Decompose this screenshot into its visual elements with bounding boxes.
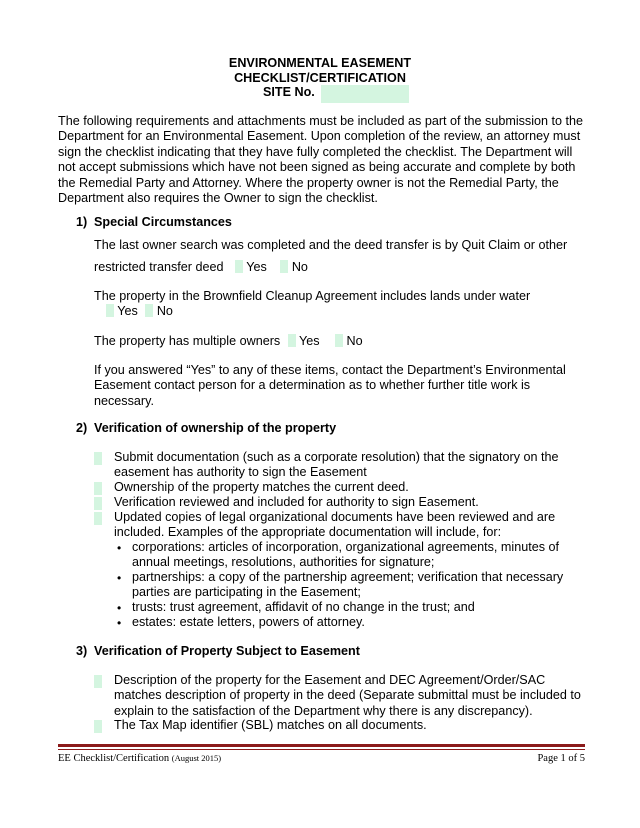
site-number-row xyxy=(263,85,409,103)
s2-item4-line: included. Examples of the appropriate documentation will include, for: xyxy=(114,525,502,540)
document-subtitle: CHECKLIST/CERTIFICATION xyxy=(234,71,406,85)
section2-heading: Verification of ownership of the property xyxy=(94,421,337,435)
bullet-trusts: trusts: trust agreement, affidavit of no change in the trust; and xyxy=(132,600,475,614)
section3-number: 3) xyxy=(76,644,88,658)
site-number-label: SITE No. xyxy=(263,85,315,99)
q1-text-line2: restricted transfer deed xyxy=(94,260,224,274)
s2-item4-checkbox[interactable] xyxy=(94,512,102,525)
q3-no-label: No xyxy=(346,334,363,348)
s2-item1 xyxy=(114,450,559,481)
bullet-icon: • xyxy=(117,616,122,630)
bullet-estates: estates: estate letters, powers of attorney. xyxy=(132,615,365,629)
s3-item1-checkbox[interactable] xyxy=(94,675,102,688)
section3-heading: Verification of Property Subject to Easement xyxy=(94,644,360,658)
bullet-line: annual meetings, resolutions, authorities for signature; xyxy=(132,555,435,570)
intro-paragraph xyxy=(58,114,586,206)
intro-line: not accept submissions which have not been signed as being accurate and complete by both xyxy=(58,160,576,175)
q2-no-checkbox[interactable] xyxy=(145,304,153,317)
intro-line: Department also requires the Owner to sign the checklist. xyxy=(58,191,378,206)
q1-yes-label: Yes xyxy=(246,260,267,274)
footer-page-number: Page 1 of 5 xyxy=(537,753,585,764)
intro-line: sign the checklist indicating that they have fully completed the checklist. The Department will xyxy=(58,144,573,159)
note-line: necessary. xyxy=(94,393,154,408)
bullet-icon: • xyxy=(117,541,122,555)
section2-number: 2) xyxy=(76,421,88,435)
bullet-line: corporations: articles of incorporation, organizational agreements, minutes of xyxy=(132,540,560,554)
q1-no-checkbox[interactable] xyxy=(280,260,288,273)
s2-item4 xyxy=(114,510,555,541)
intro-line: The following requirements and attachments must be included as part of the submission to the xyxy=(58,114,584,128)
document-title: ENVIRONMENTAL EASEMENT xyxy=(228,56,412,70)
s2-item3: Verification reviewed and included for authority to sign Easement. xyxy=(114,495,479,509)
s3-item1-line: matches description of property in the deed (Separate submittal must be included to xyxy=(114,688,581,703)
bullet-line: partnerships: a copy of the partnership agreement; verification that necessary xyxy=(132,570,564,584)
bullet-icon: • xyxy=(117,601,122,615)
bullet-corporations xyxy=(132,540,559,571)
q3-yes-checkbox[interactable] xyxy=(288,334,296,347)
q2-yes-label: Yes xyxy=(117,304,138,318)
s2-item3-checkbox[interactable] xyxy=(94,497,102,510)
footer-doc-name: EE Checklist/Certification xyxy=(58,753,170,764)
s3-item1 xyxy=(114,673,581,719)
intro-line: Department for an Environmental Easement. Upon completion of the review, an attorney must xyxy=(58,129,581,144)
s2-item1-line: Submit documentation (such as a corporate resolution) that the signatory on the xyxy=(114,450,559,464)
footer-rule xyxy=(58,744,585,747)
q1-text-line1: The last owner search was completed and the deed transfer is by Quit Claim or other xyxy=(94,238,568,252)
bullet-icon: • xyxy=(117,571,122,585)
q3-yes-label: Yes xyxy=(298,334,320,348)
q2-yes-checkbox[interactable] xyxy=(106,304,114,317)
section1-note xyxy=(94,363,584,409)
s2-item2-checkbox[interactable] xyxy=(94,482,102,495)
section1-heading: Special Circumstances xyxy=(94,215,232,229)
s2-item1-checkbox[interactable] xyxy=(94,452,102,465)
s3-item1-line: Description of the property for the Easement and DEC Agreement/Order/SAC xyxy=(114,673,546,687)
q2-text-line1: The property in the Brownfield Cleanup Agreement includes lands under water xyxy=(94,289,531,303)
footer-date: (August 2015) xyxy=(171,753,222,763)
s2-item2: Ownership of the property matches the current deed. xyxy=(114,480,409,494)
q2-row xyxy=(106,304,173,319)
q3-text: The property has multiple owners xyxy=(94,334,281,348)
site-number-field[interactable] xyxy=(321,85,409,103)
footer-left xyxy=(58,753,221,764)
s2-item1-line: easement has authority to sign the Easement xyxy=(114,465,367,480)
note-line: Easement contact person for a determination as to whether further title work is xyxy=(94,378,531,393)
bullet-line: parties are participating in the Easement; xyxy=(132,585,361,600)
note-line: If you answered “Yes” to any of these items, contact the Department’s Environmental xyxy=(94,363,566,377)
s3-item2-checkbox[interactable] xyxy=(94,720,102,733)
q2-no-label: No xyxy=(156,304,173,318)
intro-line: the Remedial Party and Attorney. Where the property owner is not the Remedial Party, the xyxy=(58,175,559,190)
q3-row xyxy=(94,334,363,349)
q1-row xyxy=(94,260,308,275)
section1-number: 1) xyxy=(76,215,88,229)
s3-item2: The Tax Map identifier (SBL) matches on all documents. xyxy=(114,718,427,732)
footer-rule-thin xyxy=(58,749,585,750)
bullet-partnerships xyxy=(132,570,563,601)
q1-yes-checkbox[interactable] xyxy=(235,260,243,273)
q1-no-label: No xyxy=(291,260,308,274)
s3-item1-line: explain to the satisfaction of the Department why there is any discrepancy). xyxy=(114,703,533,718)
s2-item4-line: Updated copies of legal organizational documents have been reviewed and are xyxy=(114,510,556,524)
q3-no-checkbox[interactable] xyxy=(335,334,343,347)
